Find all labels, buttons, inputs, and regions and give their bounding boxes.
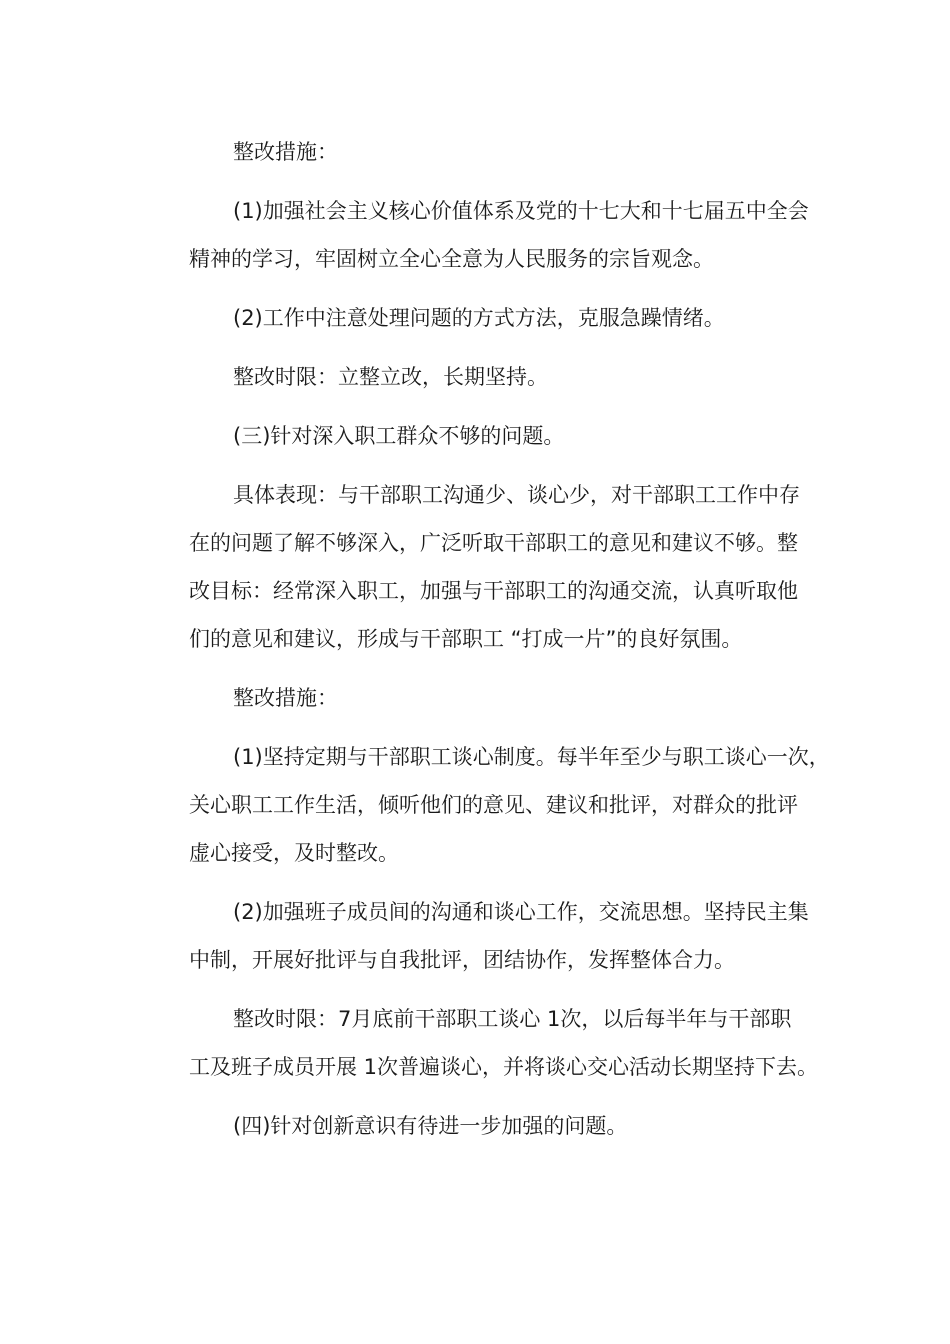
text-line: 具体表现：与干部职工沟通少、谈心少，对干部职工工作中存 — [233, 483, 800, 507]
text-line: 关心职工工作生活，倾听他们的意见、建议和批评，对群众的批评 — [189, 793, 798, 817]
paragraph-measure-2-team — [145, 888, 810, 984]
paragraph-measure-1-talks — [145, 733, 830, 877]
text-line: (三)针对深入职工群众不够的问题。 — [233, 424, 565, 448]
text-line: 精神的学习，牢固树立全心全意为人民服务的宗旨观念。 — [189, 247, 714, 271]
text-line: 整改措施： — [233, 140, 338, 164]
text-line: 整改时限：立整立改，长期坚持。 — [233, 365, 548, 389]
paragraph-measure-2-method — [145, 294, 810, 342]
text-line: (2)工作中注意处理问题的方式方法，克服急躁情绪。 — [233, 306, 725, 330]
text-line: (四)针对创新意识有待进一步加强的问题。 — [233, 1114, 628, 1138]
paragraph-deadline-2 — [145, 995, 819, 1091]
section-heading-3 — [145, 412, 810, 460]
paragraph-measures-heading-1 — [145, 128, 810, 176]
paragraph-measures-heading-2 — [145, 674, 810, 722]
text-line: 改目标：经常深入职工，加强与干部职工的沟通交流，认真听取他 — [189, 579, 798, 603]
text-line: 工及班子成员开展 1次普遍谈心，并将谈心交心活动长期坚持下去。 — [189, 1055, 819, 1079]
text-line: 虚心接受，及时整改。 — [189, 841, 399, 865]
section-heading-4 — [145, 1102, 810, 1150]
text-line: 整改时限：7月底前干部职工谈心 1次，以后每半年与干部职 — [233, 1007, 792, 1031]
paragraph-performance-and-goal — [145, 471, 810, 663]
document-body — [145, 128, 830, 1161]
text-line: 整改措施： — [233, 686, 338, 710]
text-line: (1)坚持定期与干部职工谈心制度。每半年至少与职工谈心一次， — [233, 745, 830, 769]
text-line: 们的意见和建议，形成与干部职工 “打成一片”的良好氛围。 — [189, 627, 743, 651]
text-line: 中制，开展好批评与自我批评，团结协作，发挥整体合力。 — [189, 948, 735, 972]
paragraph-deadline-1 — [145, 353, 810, 401]
text-line: (1)加强社会主义核心价值体系及党的十七大和十七届五中全会 — [233, 199, 809, 223]
text-line: 在的问题了解不够深入，广泛听取干部职工的意见和建议不够。整 — [189, 531, 798, 555]
paragraph-measure-1-study — [145, 187, 810, 283]
text-line: (2)加强班子成员间的沟通和谈心工作，交流思想。坚持民主集 — [233, 900, 809, 924]
